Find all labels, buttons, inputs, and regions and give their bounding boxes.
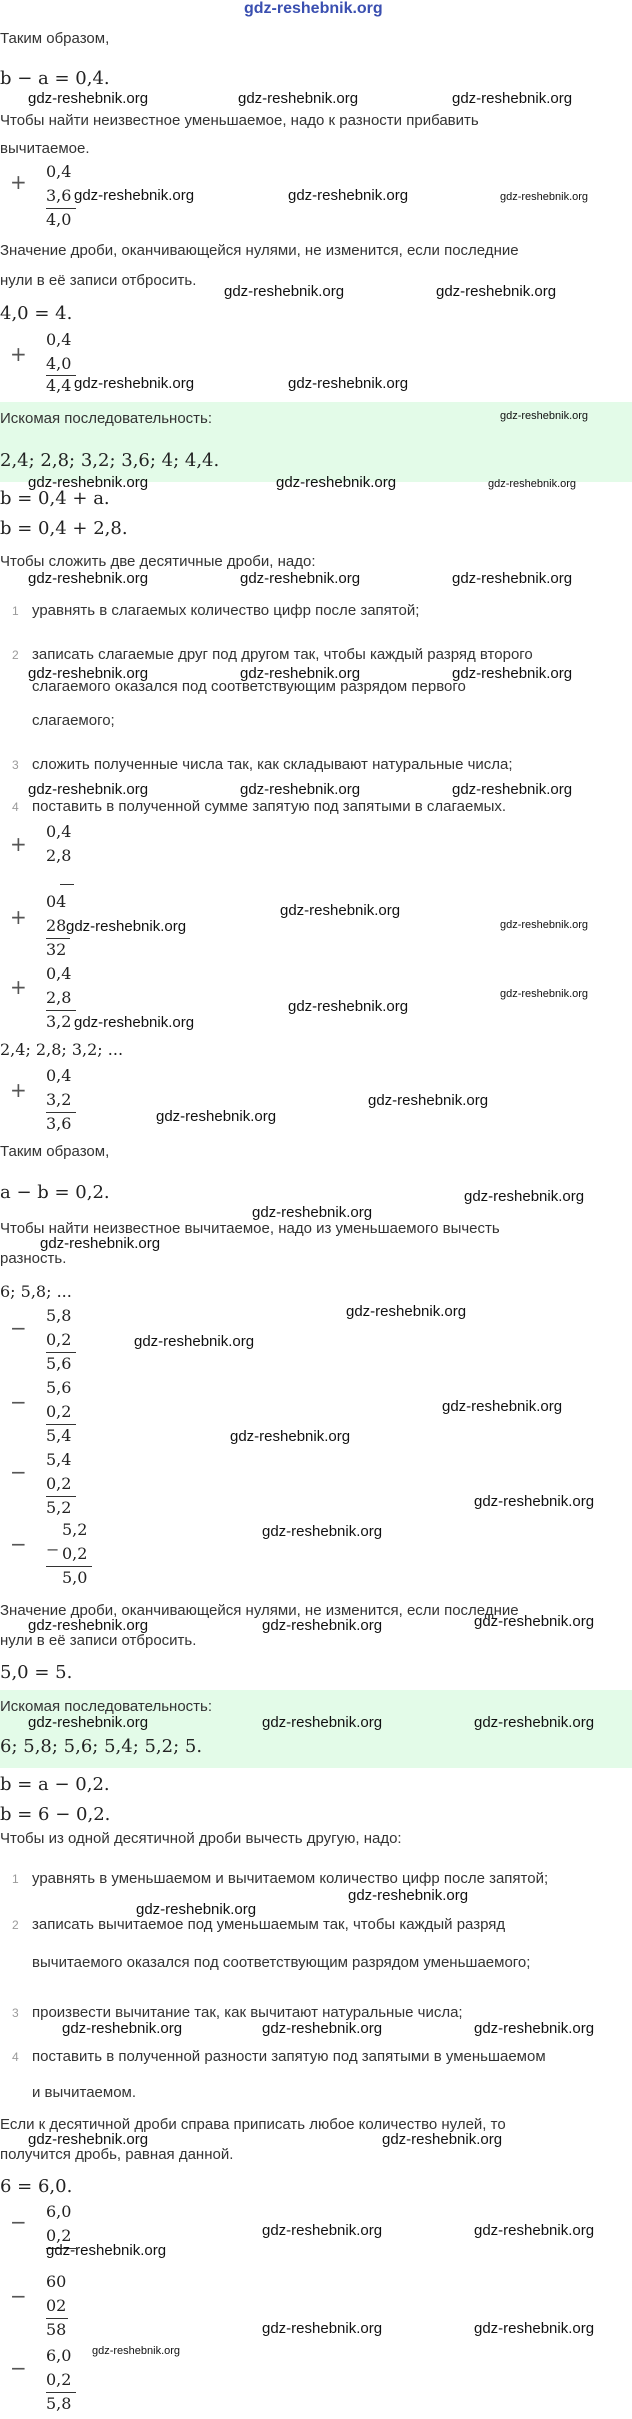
column-operand: 28 (46, 916, 67, 935)
step-text: вычитаемого оказался под соответствующим разрядом уменьшаемого; (32, 1954, 531, 1971)
watermark: gdz-reshebnik.org (62, 2020, 183, 2037)
column-operand: 04 (46, 892, 67, 911)
minus-sign: − (10, 2356, 27, 2380)
column-result: 5,4 (46, 1426, 72, 1445)
watermark: gdz-reshebnik.org (474, 2020, 595, 2037)
step-text: уравнять в уменьшаемом и вычитаемом количество цифр после запятой; (32, 1870, 549, 1887)
plus-sign: + (10, 975, 27, 999)
watermark: gdz-reshebnik.org (252, 1204, 373, 1221)
watermark: gdz-reshebnik.org (74, 375, 195, 392)
watermark: gdz-reshebnik.org (474, 1613, 595, 1630)
answer-label: Искомая последовательность: (0, 410, 213, 427)
minus-sign: − (10, 1316, 27, 1340)
column-operand: 60 (46, 2272, 67, 2291)
step-text: уравнять в слагаемых количество цифр после запятой; (32, 602, 420, 619)
sequence-partial: 6; 5,8; ... (0, 1282, 72, 1301)
column-operand: 0,4 (46, 1066, 72, 1085)
watermark: gdz-reshebnik.org (488, 478, 577, 490)
rule-text: нули в её записи отбросить. (0, 1632, 197, 1649)
watermark: gdz-reshebnik.org (28, 2131, 149, 2148)
watermark: gdz-reshebnik.org (238, 90, 359, 107)
step-number: 3 (12, 2006, 19, 2020)
watermark: gdz-reshebnik.org (500, 919, 589, 931)
column-line (46, 1566, 92, 1567)
thus-label: Таким образом, (0, 30, 110, 47)
watermark: gdz-reshebnik.org (28, 1617, 149, 1634)
column-operand: 3,6 (46, 186, 72, 205)
column-result: 5,6 (46, 1354, 72, 1373)
watermark: gdz-reshebnik.org (452, 570, 573, 587)
equation: 5,0 = 5. (0, 1662, 73, 1683)
answer-label: Искомая последовательность: (0, 1698, 213, 1715)
column-line (46, 2318, 68, 2319)
step-number: 2 (12, 1918, 19, 1932)
column-line (46, 938, 70, 939)
column-result: 3,6 (46, 1114, 72, 1133)
equation: b = 0,4 + a. (0, 488, 110, 509)
watermark: gdz-reshebnik.org (28, 570, 149, 587)
column-operand: 0,2 (46, 2370, 72, 2389)
equation: b − a = 0,4. (0, 68, 110, 89)
watermark: gdz-reshebnik.org (442, 1398, 563, 1415)
watermark: gdz-reshebnik.org (474, 2320, 595, 2337)
step-text: произвести вычитание так, как вычитают натуральные числа; (32, 2004, 463, 2021)
watermark: gdz-reshebnik.org (346, 1303, 467, 1320)
column-result: 5,2 (46, 1498, 72, 1517)
column-operand: 2,8 (46, 988, 72, 1007)
watermark: gdz-reshebnik.org (262, 1617, 383, 1634)
step-text: записать слагаемые друг под другом так, чтобы каждый разряд второго (32, 646, 533, 663)
step-text: поставить в полученной разности запятую под запятыми в уменьшаемом (32, 2048, 546, 2065)
rule-text: Чтобы найти неизвестное уменьшаемое, надо к разности прибавить (0, 112, 479, 129)
watermark: gdz-reshebnik.org (500, 988, 589, 1000)
rule-text: Значение дроби, оканчивающейся нулями, не изменится, если последние (0, 1602, 519, 1619)
watermark: gdz-reshebnik.org (74, 187, 195, 204)
watermark: gdz-reshebnik.org (474, 2222, 595, 2239)
watermark: gdz-reshebnik.org (28, 665, 149, 682)
step-number: 1 (12, 604, 19, 618)
watermark: gdz-reshebnik.org (92, 2345, 181, 2357)
equation: 4,0 = 4. (0, 303, 73, 324)
equation: b = a − 0,2. (0, 1774, 110, 1795)
rule-title: Чтобы сложить две десятичные дроби, надо: (0, 553, 316, 570)
step-number: 1 (12, 1872, 19, 1886)
rule-text: вычитаемое. (0, 140, 90, 157)
sequence-partial: 2,4; 2,8; 3,2; ... (0, 1040, 124, 1059)
watermark: gdz-reshebnik.org (46, 2242, 167, 2259)
column-line (46, 1010, 76, 1011)
watermark: gdz-reshebnik.org (262, 2020, 383, 2037)
watermark: gdz-reshebnik.org (66, 918, 187, 935)
answer-sequence: 2,4; 2,8; 3,2; 3,6; 4; 4,4. (0, 450, 220, 471)
answer-sequence: 6; 5,8; 5,6; 5,4; 5,2; 5. (0, 1736, 203, 1757)
watermark: gdz-reshebnik.org (136, 1901, 257, 1918)
watermark: gdz-reshebnik.org (280, 902, 401, 919)
minus-sign: − (10, 2210, 27, 2234)
column-line (46, 1424, 76, 1425)
plus-sign: + (10, 1078, 27, 1102)
column-line (60, 884, 74, 885)
watermark: gdz-reshebnik.org (28, 90, 149, 107)
step-text: сложить полученные числа так, как складывают натуральные числа; (32, 756, 513, 773)
column-result: 5,0 (62, 1568, 88, 1587)
step-text: поставить в полученной сумме запятую под запятыми в слагаемых. (32, 798, 507, 815)
column-operand: 0,2 (46, 1330, 72, 1349)
plus-sign: + (10, 905, 27, 929)
column-operand: 5,4 (46, 1450, 72, 1469)
column-result: 58 (46, 2320, 67, 2339)
step-text: слагаемого; (32, 712, 115, 729)
rule-text: разность. (0, 1250, 67, 1267)
step-text: записать вычитаемое под уменьшаемым так, чтобы каждый разряд (32, 1916, 506, 1933)
column-operand: 2,8 (46, 846, 72, 865)
watermark: gdz-reshebnik.org (28, 1714, 149, 1731)
column-operand: 3,2 (46, 1090, 72, 1109)
step-number: 3 (12, 758, 19, 772)
watermark: gdz-reshebnik.org (452, 90, 573, 107)
column-line (46, 1496, 76, 1497)
rule-text: Значение дроби, оканчивающейся нулями, не изменится, если последние (0, 242, 519, 259)
minus-sign: − (46, 1540, 60, 1559)
column-result: 3,2 (46, 1012, 72, 1031)
watermark: gdz-reshebnik.org (240, 781, 361, 798)
step-number: 2 (12, 648, 19, 662)
watermark: gdz-reshebnik.org (276, 474, 397, 491)
column-operand: 5,6 (46, 1378, 72, 1397)
watermark: gdz-reshebnik.org (224, 283, 345, 300)
column-operand: 0,4 (46, 330, 72, 349)
watermark: gdz-reshebnik.org (288, 375, 409, 392)
minus-sign: − (10, 1390, 27, 1414)
column-result: 4,4 (46, 376, 72, 395)
column-operand: 6,0 (46, 2202, 72, 2221)
plus-sign: + (10, 832, 27, 856)
column-operand: 0,4 (46, 162, 72, 181)
rule-text: Чтобы найти неизвестное вычитаемое, надо из уменьшаемого вычесть (0, 1220, 500, 1237)
equation: b = 0,4 + 2,8. (0, 518, 128, 539)
step-number: 4 (12, 800, 19, 814)
column-operand: 02 (46, 2296, 67, 2315)
plus-sign: + (10, 342, 27, 366)
column-operand: 5,2 (62, 1520, 88, 1539)
watermark: gdz-reshebnik.org (40, 1235, 161, 1252)
rule-text: нули в её записи отбросить. (0, 272, 197, 289)
watermark: gdz-reshebnik.org (288, 187, 409, 204)
step-text: слагаемого оказался под соответствующим разрядом первого (32, 678, 466, 695)
watermark: gdz-reshebnik.org (74, 1014, 195, 1031)
equation: a − b = 0,2. (0, 1182, 110, 1203)
watermark: gdz-reshebnik.org (382, 2131, 503, 2148)
watermark: gdz-reshebnik.org (452, 781, 573, 798)
column-operand: 0,4 (46, 964, 72, 983)
watermark: gdz-reshebnik.org (288, 998, 409, 1015)
column-operand: 5,8 (46, 1306, 72, 1325)
watermark: gdz-reshebnik.org (262, 1714, 383, 1731)
rule-title: Чтобы из одной десятичной дроби вычесть другую, надо: (0, 1830, 402, 1847)
watermark: gdz-reshebnik.org (368, 1092, 489, 1109)
step-number: 4 (12, 2050, 19, 2064)
watermark: gdz-reshebnik.org (240, 665, 361, 682)
watermark: gdz-reshebnik.org (474, 1714, 595, 1731)
watermark: gdz-reshebnik.org (436, 283, 557, 300)
watermark: gdz-reshebnik.org (28, 781, 149, 798)
rule-text: получится дробь, равная данной. (0, 2146, 234, 2163)
equation: 6 = 6,0. (0, 2176, 73, 2197)
minus-sign: − (10, 2284, 27, 2308)
rule-text: Если к десятичной дроби справа приписать любое количество нулей, то (0, 2116, 506, 2133)
column-line (46, 208, 76, 209)
column-line (46, 2392, 76, 2393)
watermark: gdz-reshebnik.org (230, 1428, 351, 1445)
watermark: gdz-reshebnik.org (348, 1887, 469, 1904)
watermark: gdz-reshebnik.org (474, 1493, 595, 1510)
step-text: и вычитаемом. (32, 2084, 137, 2101)
watermark: gdz-reshebnik.org (262, 2320, 383, 2337)
watermark: gdz-reshebnik.org (500, 410, 589, 422)
watermark: gdz-reshebnik.org (262, 1523, 383, 1540)
column-operand: 0,2 (62, 1544, 88, 1563)
thus-label: Таким образом, (0, 1143, 110, 1160)
site-link[interactable]: gdz-reshebnik.org (244, 0, 383, 17)
column-operand: 6,0 (46, 2346, 72, 2365)
watermark: gdz-reshebnik.org (156, 1108, 277, 1125)
column-result: 32 (46, 940, 67, 959)
watermark: gdz-reshebnik.org (500, 191, 589, 203)
watermark: gdz-reshebnik.org (452, 665, 573, 682)
watermark: gdz-reshebnik.org (28, 474, 149, 491)
equation: b = 6 − 0,2. (0, 1804, 111, 1825)
watermark: gdz-reshebnik.org (464, 1188, 585, 1205)
column-line (46, 1112, 76, 1113)
watermark: gdz-reshebnik.org (134, 1333, 255, 1350)
minus-sign: − (10, 1460, 27, 1484)
watermark: gdz-reshebnik.org (240, 570, 361, 587)
column-result: 5,8 (46, 2394, 72, 2413)
column-result: 4,0 (46, 210, 72, 229)
column-operand: 0,2 (46, 1402, 72, 1421)
column-operand: 4,0 (46, 354, 72, 373)
watermark: gdz-reshebnik.org (262, 2222, 383, 2239)
column-operand: 0,2 (46, 1474, 72, 1493)
plus-sign: + (10, 170, 27, 194)
column-operand: 0,2 (46, 2226, 72, 2245)
column-operand: 0,4 (46, 822, 72, 841)
minus-sign: − (10, 1532, 27, 1556)
column-line (46, 1352, 76, 1353)
